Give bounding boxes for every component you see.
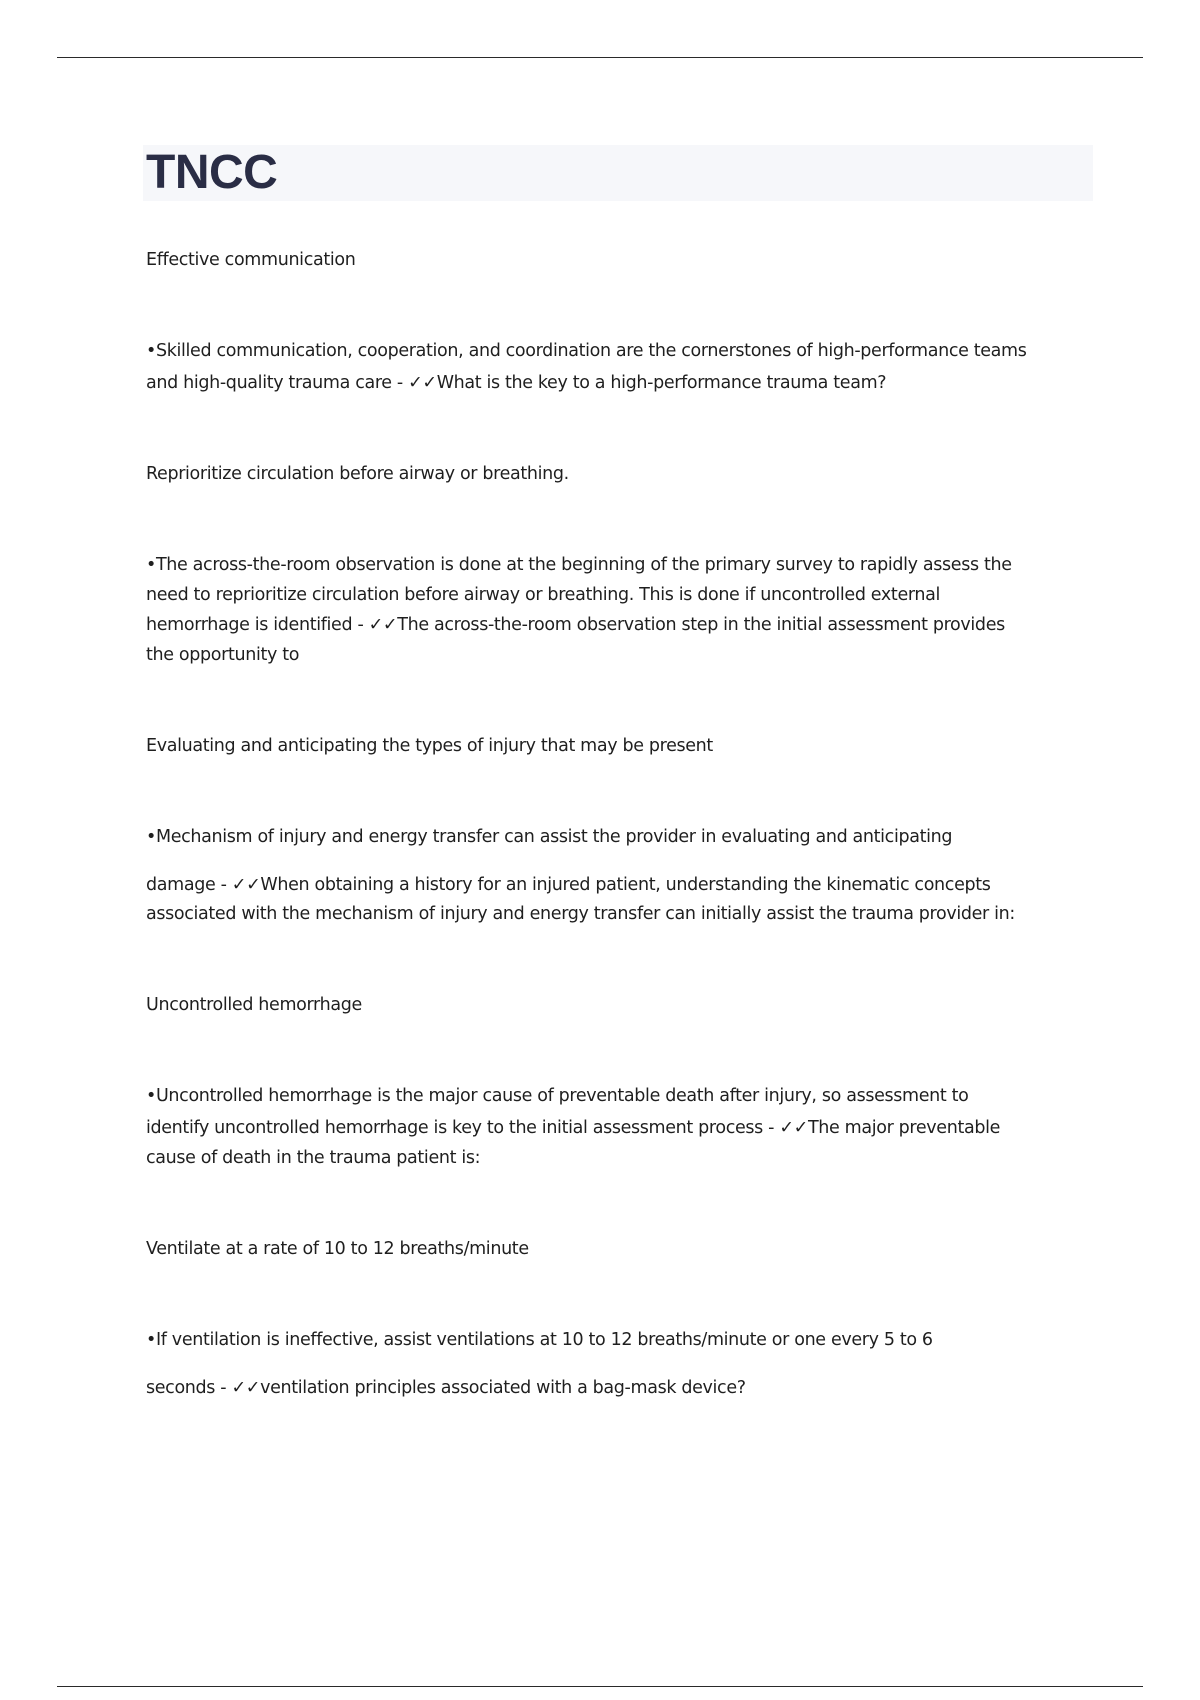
card-4-definition-line-2: identify uncontrolled hemorrhage is key to the initial assessment process - ✓✓The major preventable [146,1118,1001,1138]
card-4-definition-line-3: cause of death in the trauma patient is: [146,1148,481,1168]
card-2-definition-line-4: the opportunity to [146,645,300,665]
document-title: TNCC [146,146,278,199]
card-2-definition-line-2: need to reprioritize circulation before airway or breathing. This is done if uncontrolled external [146,585,941,605]
title-band [143,145,1093,201]
card-5-definition-line-1: •If ventilation is ineffective, assist ventilations at 10 to 12 breaths/minute or one every 5 to 6 [146,1330,933,1350]
card-3-definition-line-1: •Mechanism of injury and energy transfer can assist the provider in evaluating and anticipating [146,827,953,847]
card-4-definition-line-1: •Uncontrolled hemorrhage is the major cause of preventable death after injury, so assessment to [146,1086,969,1106]
card-1-term: Effective communication [146,250,356,270]
card-2-term: Reprioritize circulation before airway or breathing. [146,464,569,484]
card-2-definition-line-3: hemorrhage is identified - ✓✓The across-the-room observation step in the initial assessment provides [146,615,1005,635]
bottom-rule [57,1686,1143,1687]
card-1-definition-line-1: •Skilled communication, cooperation, and coordination are the cornerstones of high-performance teams [146,341,1027,361]
card-5-term: Ventilate at a rate of 10 to 12 breaths/minute [146,1239,529,1259]
card-5-definition-line-2: seconds - ✓✓ventilation principles associated with a bag-mask device? [146,1378,746,1398]
card-4-term: Uncontrolled hemorrhage [146,995,362,1015]
card-3-definition-line-2: damage - ✓✓When obtaining a history for an injured patient, understanding the kinematic concepts [146,875,991,895]
top-rule [57,57,1143,58]
card-3-term: Evaluating and anticipating the types of injury that may be present [146,736,713,756]
card-1-definition-line-2: and high-quality trauma care - ✓✓What is the key to a high-performance trauma team? [146,373,887,393]
card-2-definition-line-1: •The across-the-room observation is done at the beginning of the primary survey to rapidly assess the [146,555,1012,575]
card-3-definition-line-3: associated with the mechanism of injury and energy transfer can initially assist the trauma provider in: [146,904,1015,924]
